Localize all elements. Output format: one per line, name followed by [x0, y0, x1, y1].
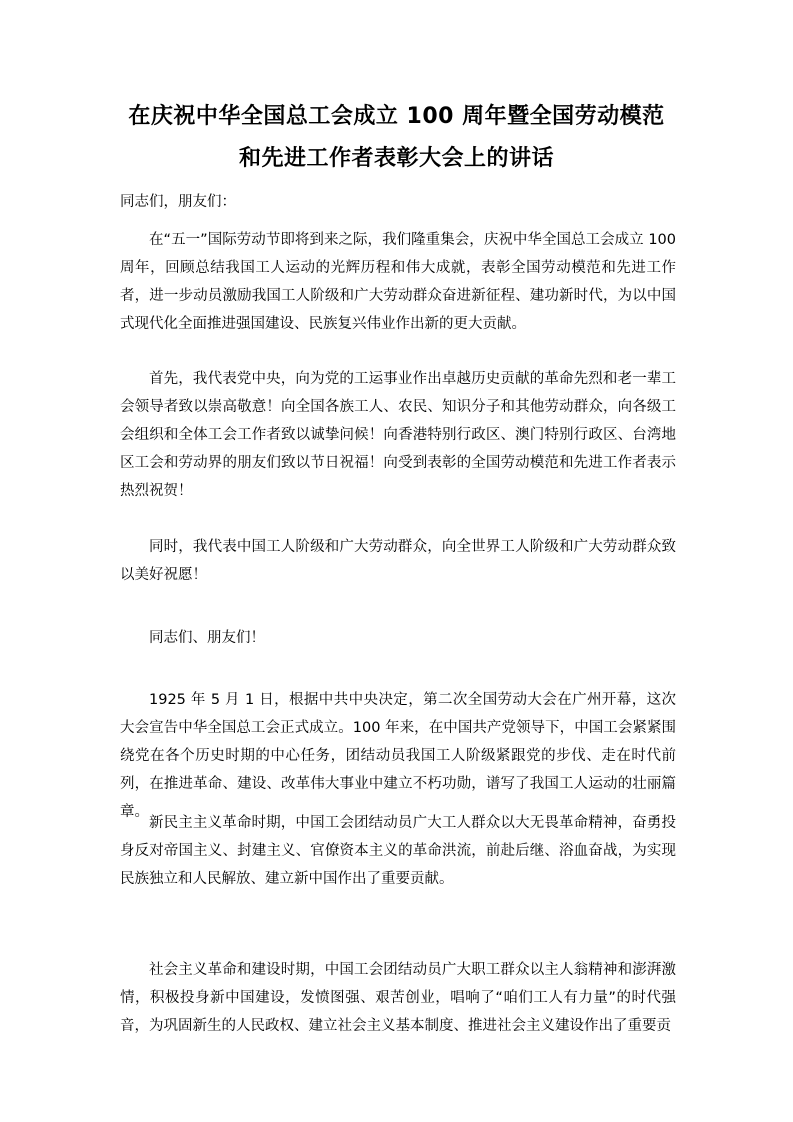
salutation: 同志们，朋友们： [120, 194, 236, 210]
paragraph-4: 同志们、朋友们！ [149, 630, 265, 646]
document-title-line-2: 和先进工作者表彰大会上的讲话 [238, 146, 554, 171]
paragraph-1: 在“五一”国际劳动节即将到来之际，我们隆重集会，庆祝中华全国总工会成立 100 周年，回顾总结我国工人运动的光辉历程和伟大成就，表彰全国劳动模范和先进工作者，进一步动员激励我国工人阶级和广大劳动群众奋进新征程、建功新时代，为以中国式现代化全面推进强国建设、民族复兴伟业作出新的更大贡献。 [120, 232, 676, 332]
paragraph-5: 1925 年 5 月 1 日，根据中共中央决定，第二次全国劳动大会在广州开幕，这次大会宣告中华全国总工会正式成立。100 年来，在中国共产党领导下，中国工会紧紧围绕党在各个历史时期的中心任务，团结动员我国工人阶级紧跟党的步伐、走在时代前列，在推进革命、建设、改革伟大事业中建立不朽功勋，谱写了我国工人运动的壮丽篇章。 [120, 692, 676, 820]
paragraph-3: 同时，我代表中国工人阶级和广大劳动群众，向全世界工人阶级和广大劳动群众致以美好祝愿！ [120, 539, 676, 583]
document-title-line-1: 在庆祝中华全国总工会成立 100 周年暨全国劳动模范 [128, 104, 665, 129]
paragraph-6: 新民主主义革命时期，中国工会团结动员广大工人群众以大无畏革命精神，奋勇投身反对帝国主义、封建主义、官僚资本主义的革命洪流，前赴后继、浴血奋战，为实现民族独立和人民解放、建立新中国作出了重要贡献。 [120, 815, 676, 887]
paragraph-7: 社会主义革命和建设时期，中国工会团结动员广大职工群众以主人翁精神和澎湃激情，积极投身新中国建设，发愤图强、艰苦创业，唱响了“咱们工人有力量”的时代强音，为巩固新生的人民政权、建立社会主义基本制度、推进社会主义建设作出了重要贡 [120, 962, 676, 1034]
paragraph-2: 首先，我代表党中央，向为党的工运事业作出卓越历史贡献的革命先烈和老一辈工会领导者致以崇高敬意！向全国各族工人、农民、知识分子和其他劳动群众，向各级工会组织和全体工会工作者致以诚挚问候！向香港特别行政区、澳门特别行政区、台湾地区工会和劳动界的朋友们致以节日祝福！向受到表彰的全国劳动模范和先进工作者表示热烈祝贺！ [120, 371, 676, 499]
